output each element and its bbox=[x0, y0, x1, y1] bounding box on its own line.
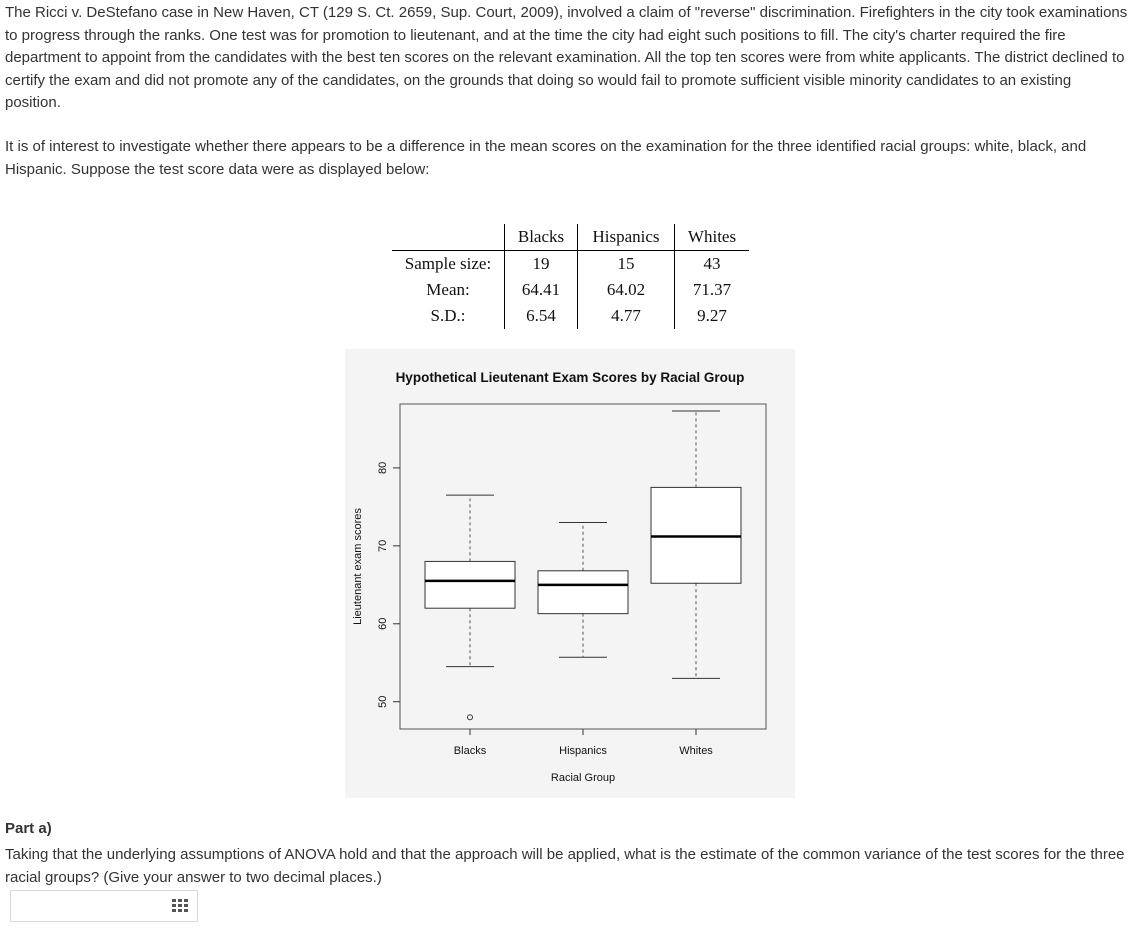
table-header-row bbox=[392, 224, 749, 251]
table-cell: 71.37 bbox=[675, 277, 750, 303]
y-tick-label: 80 bbox=[377, 461, 389, 475]
answer-input[interactable] bbox=[11, 891, 161, 921]
column-header-whites: Whites bbox=[675, 224, 750, 251]
boxplot-chart bbox=[345, 349, 795, 798]
table-row bbox=[392, 277, 749, 303]
y-tick-label: 70 bbox=[377, 539, 389, 552]
table-cell: 43 bbox=[675, 251, 750, 278]
x-tick-label: Blacks bbox=[453, 745, 487, 757]
box-hispanics bbox=[538, 571, 628, 614]
table-row bbox=[392, 251, 749, 278]
y-axis-label: Lieutenant exam scores bbox=[352, 508, 364, 625]
table-cell: 19 bbox=[505, 251, 578, 278]
table-cell: 6.54 bbox=[505, 303, 578, 329]
part-a-question: Taking that the underlying assumptions of ANOVA hold and that the approach will be applied, what is the estimate of the common variance of the test scores for the three racial groups? (Give your answer to two decimal places.) bbox=[5, 846, 1125, 886]
y-tick-label: 50 bbox=[377, 695, 389, 708]
x-tick-label: Whites bbox=[679, 745, 713, 757]
table-corner bbox=[392, 224, 505, 251]
row-label-sample-size: Sample size: bbox=[404, 254, 492, 273]
table-cell: 64.41 bbox=[505, 277, 578, 303]
column-header-hispanics: Hispanics bbox=[578, 224, 675, 251]
table-cell: 64.02 bbox=[578, 277, 675, 303]
column-header-blacks: Blacks bbox=[505, 224, 578, 251]
table-cell: 4.77 bbox=[578, 303, 675, 329]
boxplot-svg bbox=[345, 349, 795, 798]
intro-paragraph-2: It is of interest to investigate whether there appears to be a difference in the mean scores on the examination for the three identified racial groups: white, black, and Hispanic. Suppose the test score data were as displayed below: bbox=[5, 138, 1087, 178]
keypad-icon[interactable] bbox=[171, 897, 189, 915]
table-row bbox=[392, 303, 749, 329]
row-label-mean: Mean: bbox=[426, 280, 470, 299]
y-tick-label: 60 bbox=[377, 617, 389, 630]
box-blacks bbox=[425, 561, 515, 608]
table-cell: 9.27 bbox=[675, 303, 750, 329]
answer-field-container bbox=[10, 890, 198, 922]
row-label-sd: S.D.: bbox=[430, 306, 466, 325]
x-axis-label: Racial Group bbox=[550, 772, 616, 784]
summary-statistics-table bbox=[392, 224, 749, 329]
chart-title: Hypothetical Lieutenant Exam Scores by Racial Group bbox=[395, 370, 745, 385]
x-tick-label: Hispanics bbox=[559, 745, 607, 757]
part-a-heading: Part a) bbox=[5, 820, 52, 837]
table-cell: 15 bbox=[578, 251, 675, 278]
intro-paragraph-1: The Ricci v. DeStefano case in New Haven, CT (129 S. Ct. 2659, Sup. Court, 2009), involved a claim of "reverse" discrimination. Firefighters in the city took examinations to progress through the ranks. One test was for promotion to lieutenant, and at the time the city had eight such positions to fill. The city's charter required the fire department to appoint from the candidates with the best ten scores on the relevant examination. All the top ten scores were from white applicants. The district declined to certify the exam and did not promote any of the candidates, on the grounds that doing so would fail to promote sufficient visible minority candidates to an existing position. bbox=[5, 4, 1128, 111]
